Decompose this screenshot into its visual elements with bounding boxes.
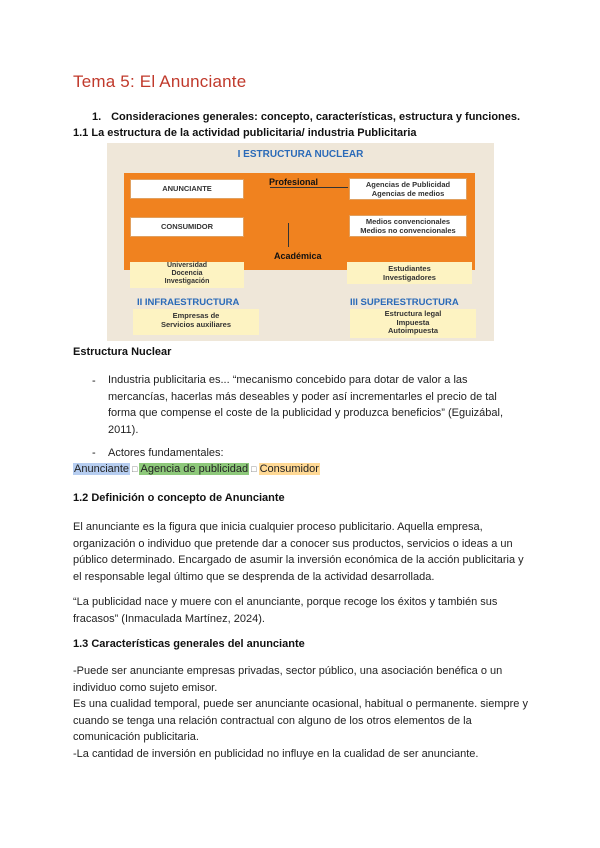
section-1-heading bbox=[92, 111, 520, 123]
consumidor-box: CONSUMIDOR bbox=[130, 217, 244, 237]
section-1-text: Consideraciones generales: concepto, características, estructura y funciones. bbox=[111, 111, 521, 123]
anunciante-quote: “La publicidad nace y muere con el anunciante, porque recoge los éxitos y también sus fracasos” (Inmaculada Martínez, 2024). bbox=[73, 596, 498, 625]
agencias-box bbox=[349, 178, 467, 200]
estudiantes-box bbox=[347, 262, 472, 284]
medios-line-2: Medios no convencionales bbox=[360, 226, 456, 235]
agencias-line-1: Agencias de Publicidad bbox=[365, 180, 451, 189]
medios-line-1: Medios convencionales bbox=[365, 217, 451, 226]
actor-consumidor: Consumidor bbox=[259, 463, 319, 475]
academica-label: Académica bbox=[274, 251, 322, 261]
profesional-connector bbox=[270, 187, 348, 188]
anunciante-definition: El anunciante es la figura que inicia cualquier proceso publicitario. Aquella empresa, organización o individuo que pretende dar a conocer sus productos, servicios o ideas a un público determinado. Encargado de asumir la inversión económica de la acción publicitaria y el responsable legal último que se desprenda de la actividad desarrollada. bbox=[73, 521, 524, 583]
characteristics-text bbox=[73, 663, 528, 762]
nuclear-structure-block bbox=[124, 173, 475, 270]
superestructura-box bbox=[350, 309, 476, 338]
section-1-1-heading: 1.1 La estructura de la actividad publicitaria/ industria Publicitaria bbox=[73, 127, 417, 139]
medios-box bbox=[349, 215, 467, 237]
section-1-3-heading: 1.3 Características generales del anunciante bbox=[73, 638, 305, 650]
actor-separator: □ bbox=[251, 464, 257, 474]
industry-structure-diagram bbox=[107, 143, 494, 341]
actor-anunciante: Anunciante bbox=[74, 463, 130, 475]
superestructura-title: III SUPERESTRUCTURA bbox=[350, 297, 459, 308]
infraestructura-title: II INFRAESTRUCTURA bbox=[137, 297, 240, 308]
actors-row bbox=[73, 461, 320, 478]
characteristic-2: Es una cualidad temporal, puede ser anunciante ocasional, habitual o permanente. siempre y cuando se tenga una relación contractual con alguno de los otros elementos de la comunicación publicitaria. bbox=[73, 698, 528, 743]
universidad-box bbox=[130, 262, 244, 288]
infraestructura-box bbox=[133, 309, 259, 335]
bullet-marker-1: - bbox=[92, 375, 96, 387]
actores-label: Actores fundamentales: bbox=[108, 447, 224, 459]
universidad-line-1: Universidad bbox=[166, 262, 208, 269]
bullet-marker-2: - bbox=[92, 447, 96, 459]
actor-separator: □ bbox=[132, 464, 138, 474]
universidad-line-3: Investigación bbox=[164, 278, 210, 285]
diagram-title: I ESTRUCTURA NUCLEAR bbox=[237, 149, 364, 160]
characteristic-3: -La cantidad de inversión en publicidad no influye en la cualidad de ser anunciante. bbox=[73, 747, 479, 760]
estudiantes-line-1: Estudiantes bbox=[388, 264, 431, 273]
anunciante-box: ANUNCIANTE bbox=[130, 179, 244, 199]
estudiantes-line-2: Investigadores bbox=[383, 273, 436, 282]
super-line-1: Estructura legal bbox=[384, 309, 442, 318]
super-line-3: Autoimpuesta bbox=[387, 326, 438, 335]
academica-connector bbox=[288, 223, 289, 247]
universidad-line-2: Docencia bbox=[171, 270, 203, 277]
industria-definition: Industria publicitaria es... “mecanismo concebido para dotar de valor a las mercancías, hacerlas más deseables y poder así incrementarles el precio de tal forma que compense el coste de la publicidad y produzca beneficios” (Eguizábal, 2011). bbox=[108, 374, 504, 436]
infra-line-2: Servicios auxiliares bbox=[160, 320, 232, 329]
agencias-line-2: Agencias de medios bbox=[371, 189, 445, 198]
estructura-nuclear-heading: Estructura Nuclear bbox=[73, 346, 172, 358]
characteristic-1: -Puede ser anunciante empresas privadas, sector público, una asociación benéfica o un individuo como sujeto emisor. bbox=[73, 665, 503, 694]
super-line-2: Impuesta bbox=[396, 317, 430, 327]
section-1-number: 1. bbox=[92, 111, 102, 123]
section-1-2-heading: 1.2 Definición o concepto de Anunciante bbox=[73, 492, 285, 504]
infra-line-1: Empresas de bbox=[172, 311, 220, 320]
page-title: Tema 5: El Anunciante bbox=[73, 72, 247, 91]
actor-agencia: Agencia de publicidad bbox=[140, 463, 249, 475]
profesional-label: Profesional bbox=[269, 177, 319, 187]
